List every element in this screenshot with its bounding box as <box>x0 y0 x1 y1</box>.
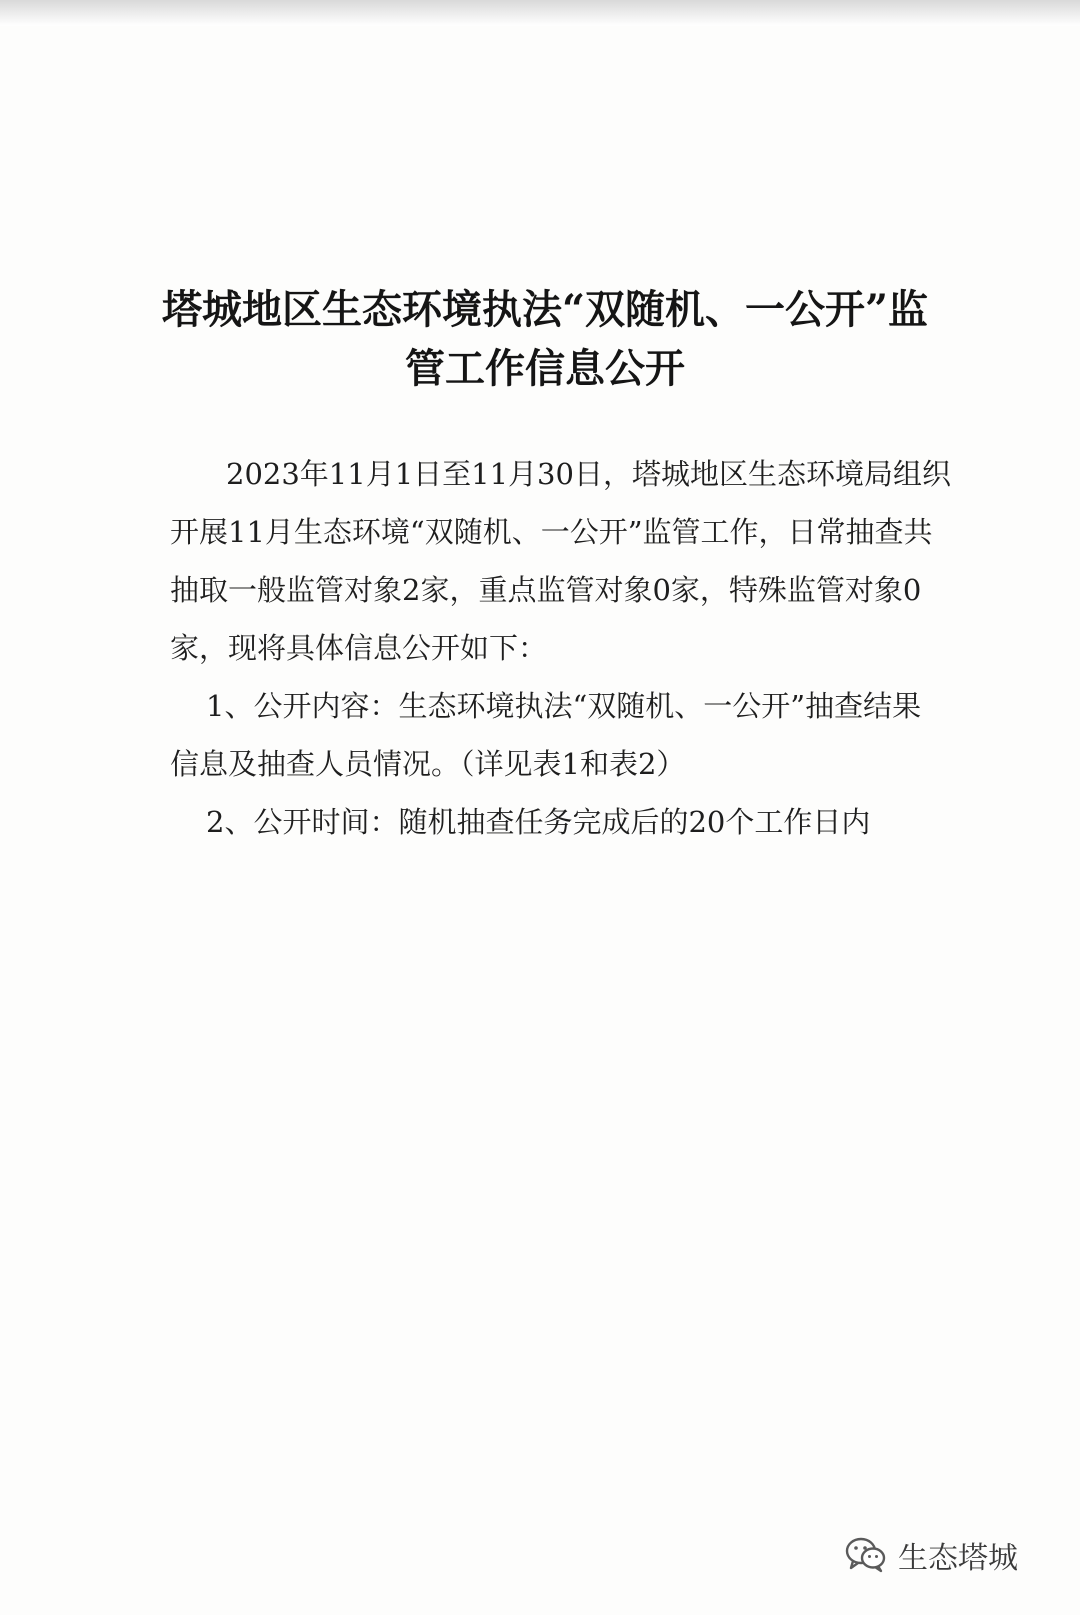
body-line-1: 2023年11月1日至11月30日，塔城地区生态环境局组织 <box>226 457 951 491</box>
wechat-account-icon <box>844 1535 888 1575</box>
document-title-line-2: 管工作信息公开 <box>405 345 685 392</box>
watermark-text: 生态塔城 <box>898 1541 1018 1576</box>
body-line-4: 家，现将具体信息公开如下： <box>170 631 548 665</box>
scan-top-shadow <box>0 0 1080 26</box>
document-title-line-1: 塔城地区生态环境执法“双随机、一公开”监 <box>161 286 928 333</box>
body-line-5: 1、公开内容：生态环境执法“双随机、一公开”抽查结果 <box>206 689 922 723</box>
body-line-2: 开展11月生态环境“双随机、一公开”监管工作，日常抽查共 <box>170 515 933 549</box>
body-line-3: 抽取一般监管对象2家，重点监管对象0家，特殊监管对象0 <box>170 573 922 607</box>
account-watermark <box>844 1533 1018 1577</box>
body-line-7: 2、公开时间：随机抽查任务完成后的20个工作日内 <box>206 805 871 839</box>
body-line-6: 信息及抽查人员情况。（详见表1和表2） <box>170 747 686 781</box>
